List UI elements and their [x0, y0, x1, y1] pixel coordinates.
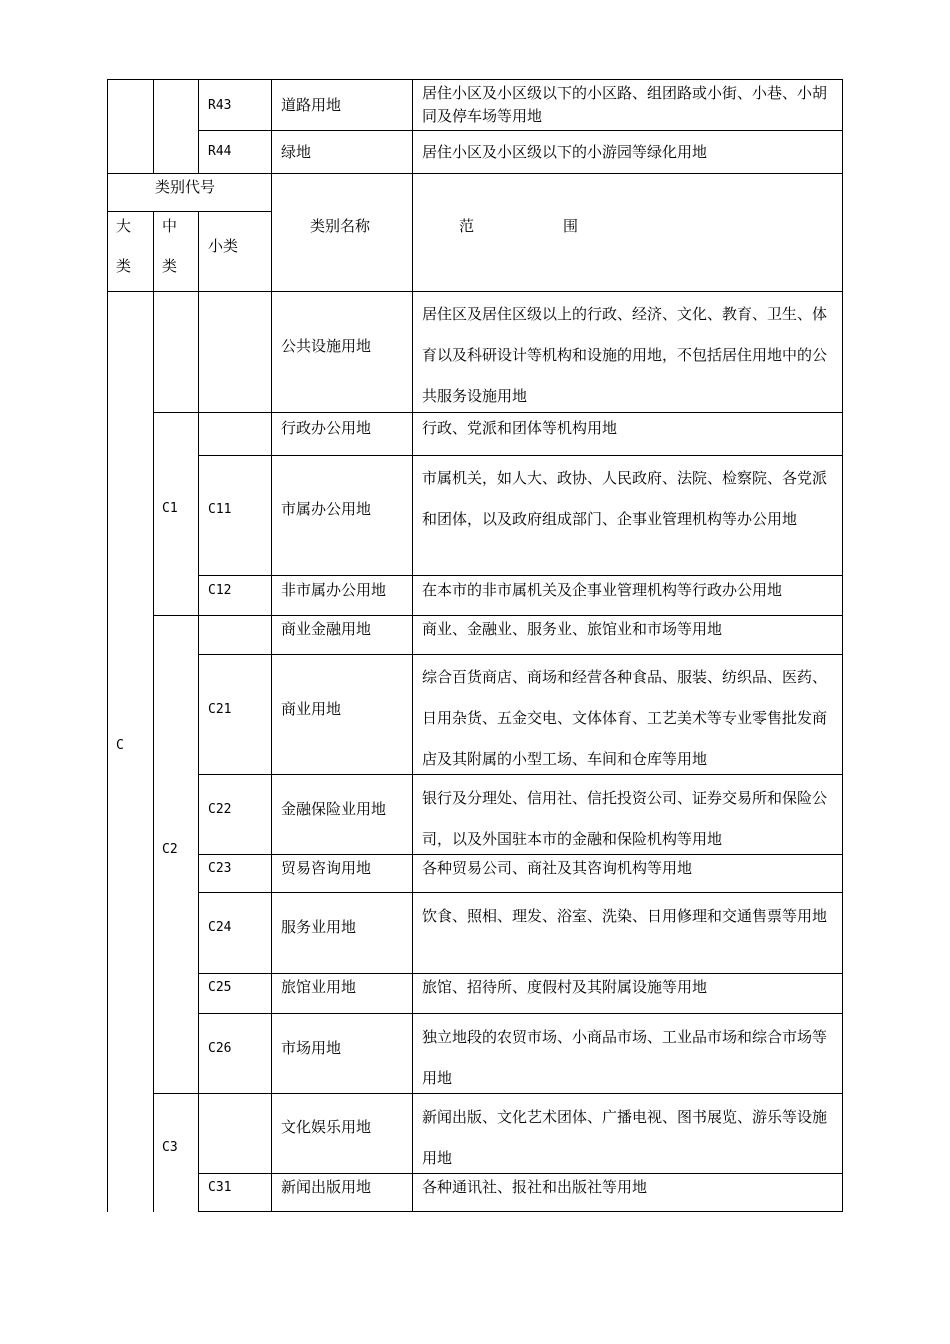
minor-class-code: C23 — [208, 861, 232, 876]
class-scope: 行政、党派和团体等机构用地 — [422, 419, 618, 437]
minor-class-code: C26 — [208, 1041, 232, 1056]
header-minor-class: 小类 — [208, 237, 239, 255]
class-name: 公共设施用地 — [281, 337, 372, 355]
class-name: 商业金融用地 — [281, 620, 372, 638]
class-scope: 居住小区及小区级以下的小区路、组团路或小街、小巷、小胡同及停车场等用地 — [422, 84, 828, 125]
header-middle-class: 中 — [162, 217, 178, 235]
header-middle-class: 类 — [162, 257, 178, 275]
class-scope: 新闻出版、文化艺术团体、广播电视、图书展览、游乐等设施用地 — [422, 1108, 828, 1167]
class-name: 道路用地 — [281, 96, 342, 114]
class-name: 金融保险业用地 — [281, 800, 387, 818]
minor-class-code: R43 — [208, 98, 232, 113]
class-scope: 饮食、照相、理发、浴室、洗染、日用修理和交通售票等用地 — [422, 907, 828, 925]
column-line-minor — [198, 79, 199, 173]
class-name: 贸易咨询用地 — [281, 859, 372, 877]
minor-class-code: C12 — [208, 583, 232, 598]
class-scope: 各种通讯社、报社和出版社等用地 — [422, 1178, 648, 1196]
class-name: 市属办公用地 — [281, 500, 372, 518]
class-scope: 在本市的非市属机关及企事业管理机构等行政办公用地 — [422, 581, 783, 599]
row-divider — [107, 173, 843, 174]
column-line-minor — [198, 211, 199, 1212]
class-scope: 旅馆、招待所、度假村及其附属设施等用地 — [422, 978, 708, 996]
row-divider — [198, 1013, 843, 1014]
minor-class-code: C22 — [208, 802, 232, 817]
header-major-class: 类 — [116, 257, 132, 275]
class-name: 旅馆业用地 — [281, 978, 357, 996]
class-name: 绿地 — [281, 143, 312, 161]
middle-class-code: C3 — [162, 1140, 178, 1155]
minor-class-code: C11 — [208, 502, 232, 517]
class-scope: 商业、金融业、服务业、旅馆业和市场等用地 — [422, 620, 723, 638]
header-bottom-line — [107, 291, 843, 292]
header-scope: 围 — [563, 217, 579, 235]
middle-class-code: C1 — [162, 501, 178, 516]
class-scope: 居住区及居住区级以上的行政、经济、文化、教育、卫生、体育以及科研设计等机构和设施的用地，不包括居住用地中的公共服务设施用地 — [422, 305, 828, 405]
minor-class-code: C25 — [208, 980, 232, 995]
class-name: 文化娱乐用地 — [281, 1118, 372, 1136]
row-divider — [153, 615, 843, 616]
column-line-middle — [153, 79, 154, 173]
class-name: 新闻出版用地 — [281, 1178, 372, 1196]
class-scope: 银行及分理处、信用社、信托投资公司、证券交易所和保险公司，以及外国驻本市的金融和保险机构等用地 — [422, 789, 828, 848]
minor-class-code: C24 — [208, 920, 232, 935]
header-code-group: 类别代号 — [155, 178, 216, 196]
header-scope: 范 — [459, 217, 475, 235]
column-line-major — [107, 79, 108, 1212]
minor-class-code: R44 — [208, 144, 232, 159]
class-name: 商业用地 — [281, 700, 342, 718]
class-name: 非市属办公用地 — [281, 581, 387, 599]
row-divider — [198, 973, 843, 974]
header-major-class: 大 — [116, 217, 132, 235]
row-divider — [198, 575, 843, 576]
class-name: 市场用地 — [281, 1039, 342, 1057]
table-border-right — [842, 79, 843, 1212]
major-class-code: C — [116, 738, 124, 753]
column-line-name — [271, 79, 272, 1212]
header-class-name: 类别名称 — [310, 217, 371, 235]
header-divider — [107, 211, 271, 212]
middle-class-code: C2 — [162, 842, 178, 857]
column-line-middle — [153, 211, 154, 1212]
class-name: 服务业用地 — [281, 918, 357, 936]
class-scope: 综合百货商店、商场和经营各种食品、服装、纺织品、医药、日用杂货、五金交电、文体体育、工艺美术等专业零售批发商店及其附属的小型工场、车间和仓库等用地 — [422, 668, 828, 768]
row-divider — [198, 892, 843, 893]
row-divider — [198, 130, 843, 131]
row-divider — [198, 455, 843, 456]
table-border-top — [107, 79, 843, 80]
column-line-scope — [412, 79, 413, 1212]
class-scope: 居住小区及小区级以下的小游园等绿化用地 — [422, 143, 708, 161]
class-scope: 独立地段的农贸市场、小商品市场、工业品市场和综合市场等用地 — [422, 1028, 828, 1087]
class-name: 行政办公用地 — [281, 419, 372, 437]
class-scope: 各种贸易公司、商社及其咨询机构等用地 — [422, 859, 693, 877]
minor-class-code: C21 — [208, 702, 232, 717]
row-divider — [198, 654, 843, 655]
minor-class-code: C31 — [208, 1180, 232, 1195]
class-scope: 市属机关，如人大、政协、人民政府、法院、检察院、各党派和团体，以及政府组成部门、企事业管理机构等办公用地 — [422, 469, 828, 528]
table-border-bottom — [198, 1211, 843, 1212]
